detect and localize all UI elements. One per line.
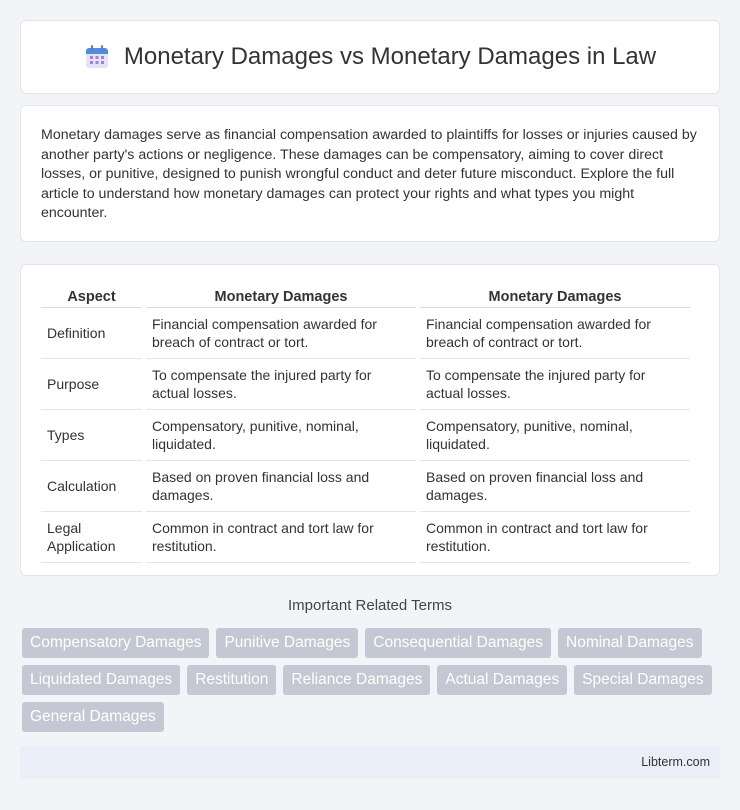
footer [20,746,720,779]
calendar-icon [84,44,110,70]
row-cell: Based on proven financial loss and damages. [146,461,416,512]
row-cell: To compensate the injured party for actual losses. [420,359,690,410]
related-term-tag[interactable]: Compensatory Damages [22,628,209,658]
title-card [20,20,720,94]
related-term-tag[interactable]: Nominal Damages [558,628,702,658]
comparison-table-card [20,264,720,576]
table-row [41,461,690,512]
footer-site-link[interactable]: Libterm.com [641,755,710,769]
intro-text: Monetary damages serve as financial compensation awarded to plaintiffs for losses or injuries caused by another party's actions or negligence. These damages can be compensatory, aiming to cover direct losses, or punitive, designed to punish wrongful conduct and deter future misconduct. Explore the full article to understand how monetary damages can protect your rights and what types you might encounter. [41,127,697,222]
table-row [41,308,690,359]
intro-card [20,105,720,242]
row-cell: Financial compensation awarded for breach of contract or tort. [420,308,690,359]
row-aspect: Legal Application [41,512,142,563]
row-aspect: Calculation [41,461,142,512]
related-term-tag[interactable]: Liquidated Damages [22,665,180,695]
row-aspect: Definition [41,308,142,359]
comparison-table [37,285,694,563]
page-title: Monetary Damages vs Monetary Damages in Law [123,43,657,70]
related-term-tag[interactable]: Actual Damages [437,665,567,695]
table-row [41,512,690,563]
related-terms-heading: Important Related Terms [288,597,452,614]
related-term-tag[interactable]: General Damages [22,702,164,732]
row-aspect: Purpose [41,359,142,410]
table-row [41,410,690,461]
header-col-1: Monetary Damages [146,285,416,308]
row-cell: Compensatory, punitive, nominal, liquidated. [420,410,690,461]
table-row [41,359,690,410]
row-cell: Financial compensation awarded for breach of contract or tort. [146,308,416,359]
related-term-tag[interactable]: Special Damages [574,665,711,695]
related-terms-list [22,628,722,732]
table-header-row [41,285,690,308]
header-aspect: Aspect [41,285,142,308]
row-aspect: Types [41,410,142,461]
row-cell: To compensate the injured party for actual losses. [146,359,416,410]
related-term-tag[interactable]: Reliance Damages [283,665,430,695]
row-cell: Based on proven financial loss and damages. [420,461,690,512]
related-term-tag[interactable]: Consequential Damages [365,628,551,658]
related-term-tag[interactable]: Punitive Damages [216,628,358,658]
row-cell: Common in contract and tort law for restitution. [420,512,690,563]
row-cell: Compensatory, punitive, nominal, liquidated. [146,410,416,461]
related-term-tag[interactable]: Restitution [187,665,276,695]
row-cell: Common in contract and tort law for restitution. [146,512,416,563]
header-col-2: Monetary Damages [420,285,690,308]
